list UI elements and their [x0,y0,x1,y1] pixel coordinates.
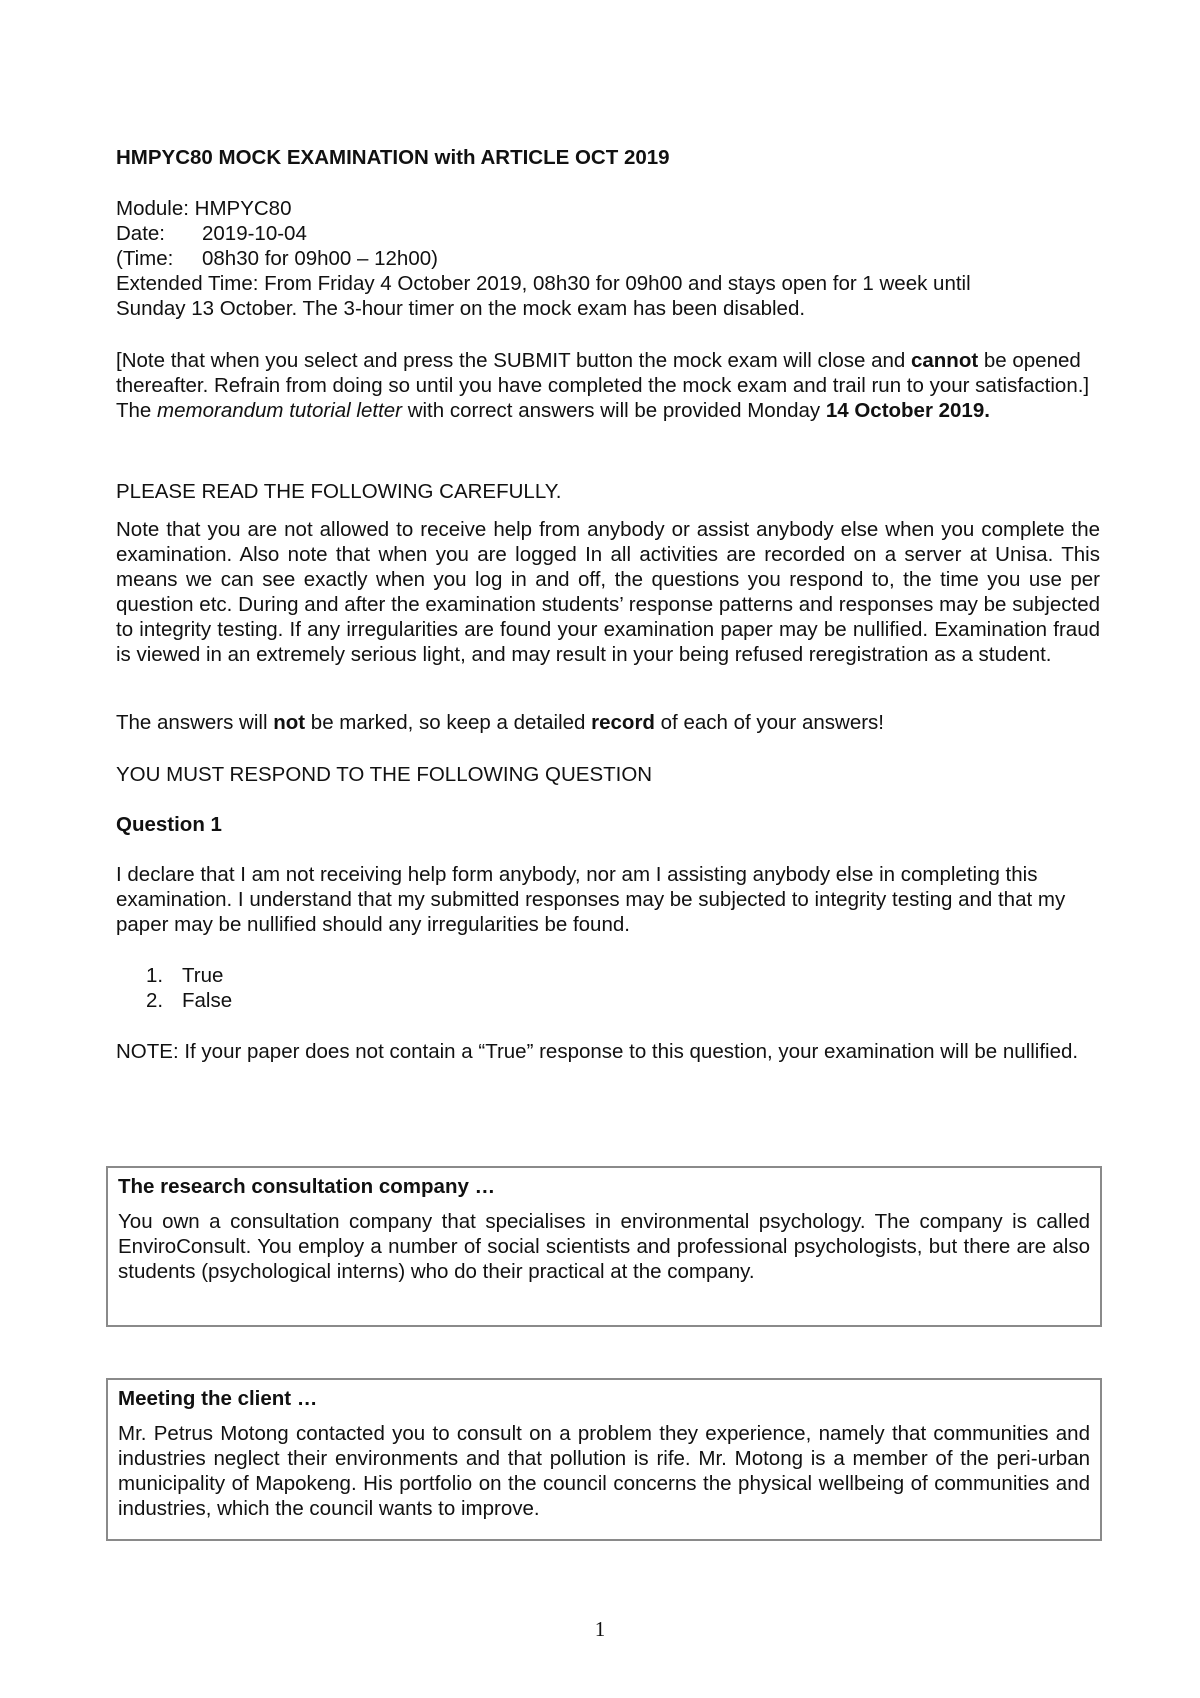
memorandum-text: The [116,399,158,422]
must-respond-heading: YOU MUST RESPOND TO THE FOLLOWING QUESTION [116,763,653,786]
question-note: NOTE: If your paper does not contain a “True” response to this question, your examination will be nullified. [116,1040,1079,1063]
memorandum-note [116,398,1100,423]
memorandum-date: 14 October 2019. [825,399,990,422]
time-value: 08h30 for 09h00 – 12h00) [202,247,438,270]
integrity-paragraph: Note that you are not allowed to receive help from anybody or assist anybody else when you complete the examination. Also note that when you are logged In all activities are recorded on a server at Unisa. This means we can see exactly when you log in and off, the questions you respond to, the time you use per question etc. During and after the examination students’ response patterns and responses may be subjected to integrity testing. If any irregularities are found your examination paper may be nullified. Examination fraud is viewed in an extremely serious light, and may result in your being refused reregistration as a student. [116,518,1100,666]
answer-options [146,963,232,1013]
submit-note [116,348,1100,423]
exam-details [116,196,971,321]
option-false [146,988,232,1013]
answers-text: The answers will [116,711,274,734]
date-value: 2019-10-04 [202,222,307,245]
extended-time-line-1: Extended Time: From Friday 4 October 2019, 08h30 for 09h00 and stays open for 1 week until [116,272,971,295]
time-label: (Time: [116,247,174,270]
module-label: Module: [116,197,189,220]
memorandum-text-2: with correct answers will be provided Monday [402,399,826,422]
option-number: 1. [146,964,164,987]
option-number: 2. [146,989,164,1012]
answers-note [116,710,884,735]
option-label: False [182,989,233,1012]
option-label: True [182,964,224,987]
submit-warning-text: [Note that when you select and press the SUBMIT button the mock exam will close and [116,349,911,372]
date-label: Date: [116,222,165,245]
question-heading: Question 1 [116,813,222,836]
submit-warning-bold: cannot [910,349,979,372]
answers-bold-not: not [273,711,306,734]
extended-time-line-2: Sunday 13 October. The 3-hour timer on the mock exam has been disabled. [116,297,806,320]
module-line [116,196,971,221]
answers-text-2: be marked, so keep a detailed [305,711,592,734]
answers-text-3: of each of your answers! [654,711,884,734]
document-title: HMPYC80 MOCK EXAMINATION with ARTICLE OCT 2019 [116,146,670,169]
company-box [106,1166,1102,1327]
module-value: HMPYC80 [194,197,292,220]
submit-warning [116,348,1100,398]
question-text: I declare that I am not receiving help form anybody, nor am I assisting anybody else in completing this examination. I understand that my submitted responses may be subjected to integrity testing and that my paper may be nullified should any irregularities be found. [116,863,1066,936]
time-line [116,246,971,271]
please-read-heading: PLEASE READ THE FOLLOWING CAREFULLY. [116,480,562,503]
client-box-text: Mr. Petrus Motong contacted you to consult on a problem they experience, namely that communities and industries neglect their environments and that pollution is rife. Mr. Motong is a member of the peri-urban municipality of Mapokeng. His portfolio on the council concerns the physical wellbeing of communities and industries, which the council wants to improve. [118,1422,1090,1520]
answers-bold-record: record [591,711,655,734]
submit-warning-text-2: be opened thereafter. Refrain from doing so until you have completed the mock exam and trail run to your satisfaction.] [116,349,1090,397]
date-line [116,221,971,246]
company-box-heading: The research consultation company … [118,1175,496,1198]
option-true [146,963,232,988]
company-box-text: You own a consultation company that specialises in environmental psychology. The company is called EnviroConsult. You employ a number of social scientists and professional psychologists, but there are also students (psychological interns) who do their practical at the company. [118,1210,1090,1283]
memorandum-italic: memorandum tutorial letter [157,399,402,422]
client-box-heading: Meeting the client … [118,1387,318,1410]
page-number: 1 [594,1617,606,1641]
client-box [106,1378,1102,1541]
